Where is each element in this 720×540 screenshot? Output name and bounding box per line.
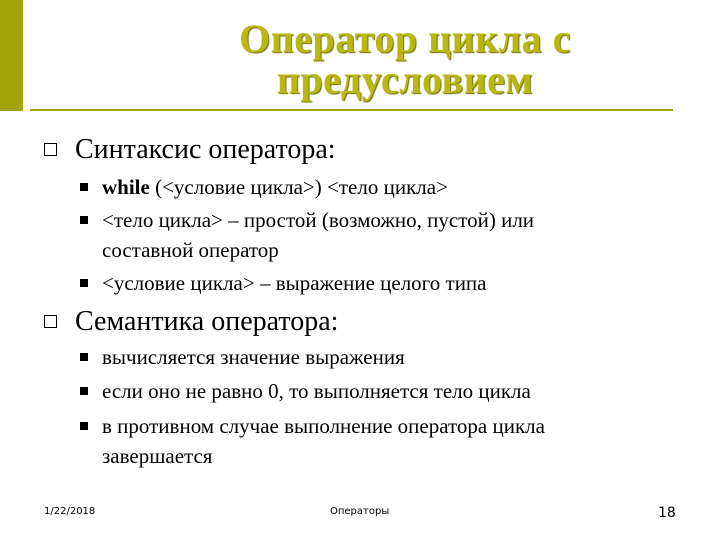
title-underline bbox=[30, 109, 673, 111]
hollow-square-bullet-icon bbox=[44, 315, 57, 328]
square-bullet-icon bbox=[80, 183, 88, 191]
list-item bbox=[80, 205, 600, 265]
footer-title: Операторы bbox=[330, 506, 390, 517]
list-item-text: в противном случае выполнение оператора цикла завершается bbox=[102, 414, 545, 468]
section-syntax bbox=[44, 134, 336, 166]
section-heading: Синтаксис оператора: bbox=[75, 134, 336, 165]
slide-title bbox=[150, 18, 660, 100]
list-item bbox=[80, 376, 640, 406]
square-bullet-icon bbox=[80, 353, 88, 361]
accent-bar bbox=[0, 0, 23, 111]
section-semantics bbox=[44, 306, 338, 338]
list-item bbox=[80, 268, 640, 298]
square-bullet-icon bbox=[80, 279, 88, 287]
page-number: 18 bbox=[658, 505, 676, 521]
list-item bbox=[80, 342, 640, 372]
square-bullet-icon bbox=[80, 387, 88, 395]
title-line-1: Оператор цикла с bbox=[239, 16, 571, 61]
list-item-text: если оно не равно 0, то выполняется тело цикла bbox=[102, 379, 531, 403]
hollow-square-bullet-icon bbox=[44, 143, 57, 156]
square-bullet-icon bbox=[80, 422, 88, 430]
list-item-text: <условие цикла> – выражение целого типа bbox=[102, 271, 487, 295]
list-item bbox=[80, 172, 640, 202]
list-item-text: while (<условие цикла>) <тело цикла> bbox=[102, 175, 448, 199]
section-heading: Семантика оператора: bbox=[75, 306, 339, 337]
title-line-2: предусловием bbox=[276, 57, 534, 102]
list-item-text: <тело цикла> – простой (возможно, пустой) или составной оператор bbox=[102, 208, 535, 262]
keyword-while: while bbox=[102, 175, 150, 199]
square-bullet-icon bbox=[80, 216, 88, 224]
list-item-text: вычисляется значение выражения bbox=[102, 345, 405, 369]
footer-date: 1/22/2018 bbox=[44, 506, 96, 517]
list-item bbox=[80, 411, 620, 471]
